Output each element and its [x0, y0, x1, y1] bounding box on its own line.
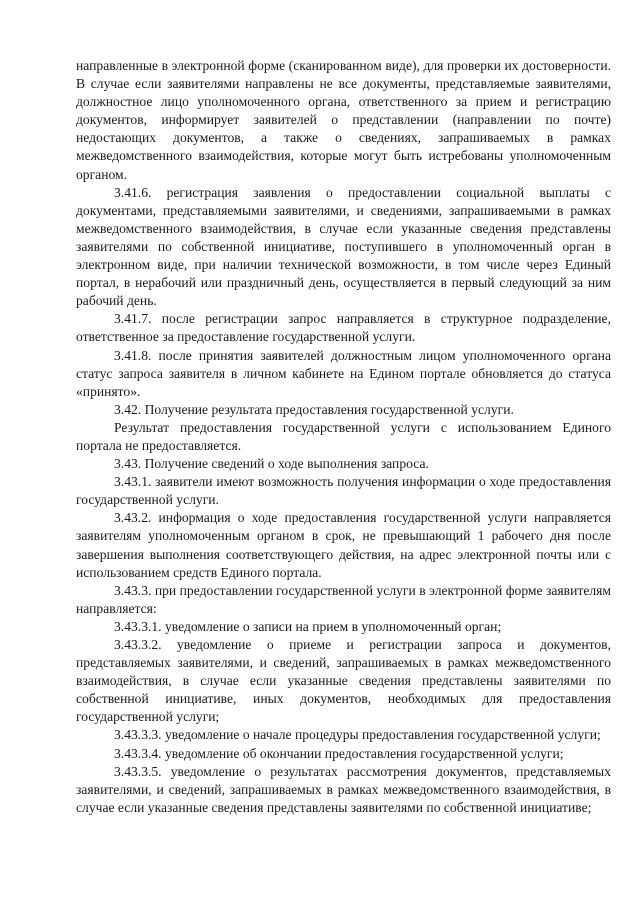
paragraph-3-41-6: 3.41.6. регистрация заявления о предоставлении социальной выплаты с документами, представляемыми заявителями, и сведениями, запрашиваемыми в рамках межведомственного взаимодействия, в случае если указанные сведения представлены заявителями по собственной инициативе, поступившего в уполномоченный орган в электронном виде, при наличии технической возможности, в том числе через Единый портал, в нерабочий или праздничный день, осуществляется в первый следующий за ним рабочий день. [76, 184, 611, 309]
paragraph-3-43-3-4: 3.43.3.4. уведомление об окончании предоставления государственной услуги; [114, 745, 564, 761]
paragraph-3-43-3-1: 3.43.3.1. уведомление о записи на прием в уполномоченный орган; [114, 618, 502, 634]
paragraph-3-41-8: 3.41.8. после принятия заявителей должностным лицом уполномоченного органа статус запроса заявителя в личном кабинете на Едином портале обновляется до статуса «принято». [76, 347, 611, 399]
paragraph-3-43-2: 3.43.2. информация о ходе предоставления государственной услуги направляется заявителям уполномоченным органом в срок, не превышающий 1 рабочего дня после завершения выполнения соответствующего действия, на адрес электронной почты или с использованием средств Единого портала. [76, 510, 611, 580]
paragraph-3-43-3: 3.43.3. при предоставлении государственной услуги в электронной форме заявителям направляется: [76, 582, 611, 616]
paragraph-3-41-7: 3.41.7. после регистрации запрос направляется в структурное подразделение, ответственное за предоставление государственной услуги. [76, 311, 611, 345]
paragraph-3-43-3-3: 3.43.3.3. уведомление о начале процедуры предоставления государственной услуги; [114, 727, 601, 743]
paragraph-3-43-3-2: 3.43.3.2. уведомление о приеме и регистрации запроса и документов, представляемых заявителями, и сведений, запрашиваемых в рамках межведомственного взаимодействия, в случае если указанные сведения представлены заявителями по собственной инициативе, иных документов, необходимых для предоставления государственной услуги; [76, 637, 611, 725]
paragraph-3-43-3-5: 3.43.3.5. уведомление о результатах рассмотрения документов, представляемых заявителями, и сведений, запрашиваемых в рамках межведомственного взаимодействия, в случае если указанные сведения представлены заявителями по собственной инициативе; [76, 763, 611, 815]
paragraph-continuation: направленные в электронной форме (сканированном виде), для проверки их достоверности. В случае если заявителями направлены не все документы, представляемые заявителями, должностное лицо уполномоченного органа, ответственного за прием и регистрацию документов, информирует заявителей о представлении (направлении по почте) недостающих документов, а также о сведениях, запрашиваемых в рамках межведомственного взаимодействия, которые могут быть истребованы уполномоченным органом. [76, 58, 611, 182]
paragraph-3-42: 3.42. Получение результата предоставления государственной услуги. [114, 401, 514, 417]
paragraph-result-note: Результат предоставления государственной услуги с использованием Единого портала не предоставляется. [76, 419, 611, 453]
paragraph-3-43: 3.43. Получение сведений о ходе выполнения запроса. [114, 456, 429, 472]
document-page [76, 57, 611, 817]
paragraph-3-43-1: 3.43.1. заявители имеют возможность получения информации о ходе предоставления государственной услуги. [76, 474, 611, 508]
